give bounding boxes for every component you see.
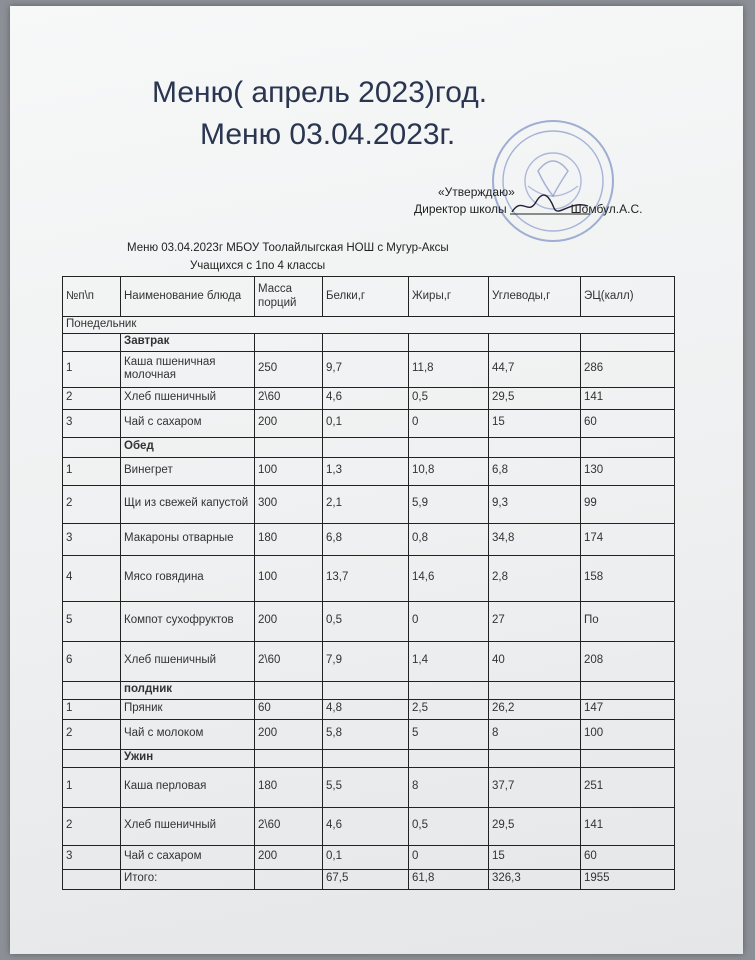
total-protein: 67,5: [323, 869, 409, 889]
protein-value: 0,5: [323, 601, 409, 641]
col-carbs: Углеводы,г: [489, 277, 581, 317]
protein-value: 13,7: [323, 555, 409, 601]
section-empty-cell: [409, 437, 489, 457]
kcal-value: 100: [581, 719, 675, 749]
kcal-value: 130: [581, 457, 675, 485]
title-month: Меню( апрель 2023)год.: [152, 76, 488, 109]
section-empty-cell: [323, 333, 409, 351]
portion-mass: 2\60: [255, 641, 323, 681]
row-number: 3: [63, 845, 121, 869]
fat-value: 0: [409, 601, 489, 641]
fat-value: 14,6: [409, 555, 489, 601]
col-protein: Белки,г: [323, 277, 409, 317]
meal-section-row: [63, 437, 675, 457]
kcal-value: 147: [581, 699, 675, 719]
row-number: 3: [63, 409, 121, 437]
row-number: 2: [63, 485, 121, 523]
fat-value: 11,8: [409, 351, 489, 387]
carbs-value: 29,5: [489, 387, 581, 409]
protein-value: 5,8: [323, 719, 409, 749]
table-row: [63, 767, 675, 807]
protein-value: 0,1: [323, 409, 409, 437]
table-row: [63, 523, 675, 555]
protein-value: 4,6: [323, 387, 409, 409]
fat-value: 1,4: [409, 641, 489, 681]
protein-value: 6,8: [323, 523, 409, 555]
portion-mass: 300: [255, 485, 323, 523]
menu-table: [62, 276, 675, 890]
kcal-value: По: [581, 601, 675, 641]
total-carbs: 326,3: [489, 869, 581, 889]
dish-name: Винегрет: [121, 457, 255, 485]
title-date: Меню 03.04.2023г.: [200, 118, 456, 151]
dish-name: Каша пшеничная молочная: [121, 351, 255, 387]
total-mass: [255, 869, 323, 889]
dish-name: Хлеб пшеничный: [121, 807, 255, 845]
carbs-value: 44,7: [489, 351, 581, 387]
dish-name: Чай с сахаром: [121, 845, 255, 869]
section-empty-cell: [63, 437, 121, 457]
kcal-value: 251: [581, 767, 675, 807]
protein-value: 0,1: [323, 845, 409, 869]
section-empty-cell: [409, 681, 489, 699]
carbs-value: 37,7: [489, 767, 581, 807]
carbs-value: 26,2: [489, 699, 581, 719]
total-label: Итого:: [121, 869, 255, 889]
dish-name: Компот сухофруктов: [121, 601, 255, 641]
section-empty-cell: [489, 333, 581, 351]
section-empty-cell: [581, 749, 675, 767]
director-label: Директор школы: [414, 202, 507, 216]
section-empty-cell: [581, 437, 675, 457]
fat-value: 2,5: [409, 699, 489, 719]
fat-value: 5,9: [409, 485, 489, 523]
section-empty-cell: [255, 681, 323, 699]
total-empty-cell: [63, 869, 121, 889]
section-empty-cell: [323, 681, 409, 699]
table-row: [63, 699, 675, 719]
row-number: 1: [63, 699, 121, 719]
table-row: [63, 845, 675, 869]
col-fat: Жиры,г: [409, 277, 489, 317]
section-empty-cell: [323, 749, 409, 767]
section-empty-cell: [489, 681, 581, 699]
carbs-value: 8: [489, 719, 581, 749]
section-empty-cell: [581, 681, 675, 699]
dish-name: Макароны отварные: [121, 523, 255, 555]
row-number: 2: [63, 719, 121, 749]
meal-section-label: Ужин: [121, 749, 255, 767]
section-empty-cell: [323, 437, 409, 457]
col-kcal: ЭЦ(калл): [581, 277, 675, 317]
row-number: 3: [63, 523, 121, 555]
section-empty-cell: [255, 333, 323, 351]
table-row: [63, 601, 675, 641]
carbs-value: 15: [489, 845, 581, 869]
section-empty-cell: [409, 333, 489, 351]
dish-name: Хлеб пшеничный: [121, 387, 255, 409]
portion-mass: 180: [255, 523, 323, 555]
portion-mass: 180: [255, 767, 323, 807]
portion-mass: 60: [255, 699, 323, 719]
section-empty-cell: [63, 749, 121, 767]
dish-name: Щи из свежей капустой: [121, 485, 255, 523]
carbs-value: 29,5: [489, 807, 581, 845]
carbs-value: 6,8: [489, 457, 581, 485]
col-dish: Наименование блюда: [121, 277, 255, 317]
row-number: 1: [63, 767, 121, 807]
carbs-value: 40: [489, 641, 581, 681]
portion-mass: 250: [255, 351, 323, 387]
kcal-value: 60: [581, 409, 675, 437]
carbs-value: 27: [489, 601, 581, 641]
table-row: [63, 485, 675, 523]
portion-mass: 100: [255, 555, 323, 601]
day-row: [63, 317, 675, 334]
dish-name: Чай с молоком: [121, 719, 255, 749]
table-row: [63, 387, 675, 409]
approve-label: «Утверждаю»: [438, 185, 515, 199]
kcal-value: 286: [581, 351, 675, 387]
dish-name: Чай с сахаром: [121, 409, 255, 437]
fat-value: 0,5: [409, 387, 489, 409]
portion-mass: 200: [255, 601, 323, 641]
kcal-value: 99: [581, 485, 675, 523]
table-row: [63, 719, 675, 749]
row-number: 5: [63, 601, 121, 641]
kcal-value: 60: [581, 845, 675, 869]
kcal-value: 208: [581, 641, 675, 681]
col-number: №п\п: [63, 277, 121, 317]
meal-section-label: Обед: [121, 437, 255, 457]
school-stamp: [488, 116, 618, 246]
fat-value: 8: [409, 767, 489, 807]
meal-section-row: [63, 333, 675, 351]
kcal-value: 174: [581, 523, 675, 555]
dish-name: Мясо говядина: [121, 555, 255, 601]
total-fat: 61,8: [409, 869, 489, 889]
protein-value: 9,7: [323, 351, 409, 387]
table-row: [63, 555, 675, 601]
row-number: 6: [63, 641, 121, 681]
dish-name: Пряник: [121, 699, 255, 719]
fat-value: 0,5: [409, 807, 489, 845]
row-number: 2: [63, 387, 121, 409]
kcal-value: 141: [581, 807, 675, 845]
director-name: Шомбул.А.С.: [570, 202, 643, 216]
row-number: 4: [63, 555, 121, 601]
portion-mass: 200: [255, 719, 323, 749]
row-number: 2: [63, 807, 121, 845]
section-empty-cell: [255, 437, 323, 457]
protein-value: 4,8: [323, 699, 409, 719]
day-label: Понедельник: [63, 317, 675, 334]
carbs-value: 9,3: [489, 485, 581, 523]
section-empty-cell: [489, 749, 581, 767]
fat-value: 10,8: [409, 457, 489, 485]
section-empty-cell: [409, 749, 489, 767]
kcal-value: 158: [581, 555, 675, 601]
menu-subtitle: Меню 03.04.2023г МБОУ Тоолайлыгская НОШ с Мугур-Аксы: [127, 242, 449, 254]
protein-value: 2,1: [323, 485, 409, 523]
protein-value: 5,5: [323, 767, 409, 807]
table-header-row: [63, 277, 675, 317]
meal-section-row: [63, 681, 675, 699]
total-row: [63, 869, 675, 889]
fat-value: 0: [409, 845, 489, 869]
carbs-value: 34,8: [489, 523, 581, 555]
row-number: 1: [63, 457, 121, 485]
section-empty-cell: [63, 333, 121, 351]
protein-value: 4,6: [323, 807, 409, 845]
protein-value: 1,3: [323, 457, 409, 485]
portion-mass: 2\60: [255, 387, 323, 409]
dish-name: Хлеб пшеничный: [121, 641, 255, 681]
table-row: [63, 409, 675, 437]
carbs-value: 15: [489, 409, 581, 437]
portion-mass: 2\60: [255, 807, 323, 845]
table-row: [63, 351, 675, 387]
section-empty-cell: [581, 333, 675, 351]
table-row: [63, 641, 675, 681]
protein-value: 7,9: [323, 641, 409, 681]
portion-mass: 200: [255, 845, 323, 869]
col-mass: Масса порций: [255, 277, 323, 317]
portion-mass: 100: [255, 457, 323, 485]
carbs-value: 2,8: [489, 555, 581, 601]
section-empty-cell: [63, 681, 121, 699]
meal-section-label: полдник: [121, 681, 255, 699]
table-row: [63, 457, 675, 485]
fat-value: 0,8: [409, 523, 489, 555]
table-row: [63, 807, 675, 845]
dish-name: Каша перловая: [121, 767, 255, 807]
director-signature: [510, 194, 590, 218]
fat-value: 0: [409, 409, 489, 437]
meal-section-label: Завтрак: [121, 333, 255, 351]
fat-value: 5: [409, 719, 489, 749]
section-empty-cell: [255, 749, 323, 767]
portion-mass: 200: [255, 409, 323, 437]
total-kcal: 1955: [581, 869, 675, 889]
row-number: 1: [63, 351, 121, 387]
document-page: [10, 6, 743, 954]
kcal-value: 141: [581, 387, 675, 409]
meal-section-row: [63, 749, 675, 767]
grade-subtitle: Учащихся с 1по 4 классы: [190, 260, 326, 272]
section-empty-cell: [489, 437, 581, 457]
